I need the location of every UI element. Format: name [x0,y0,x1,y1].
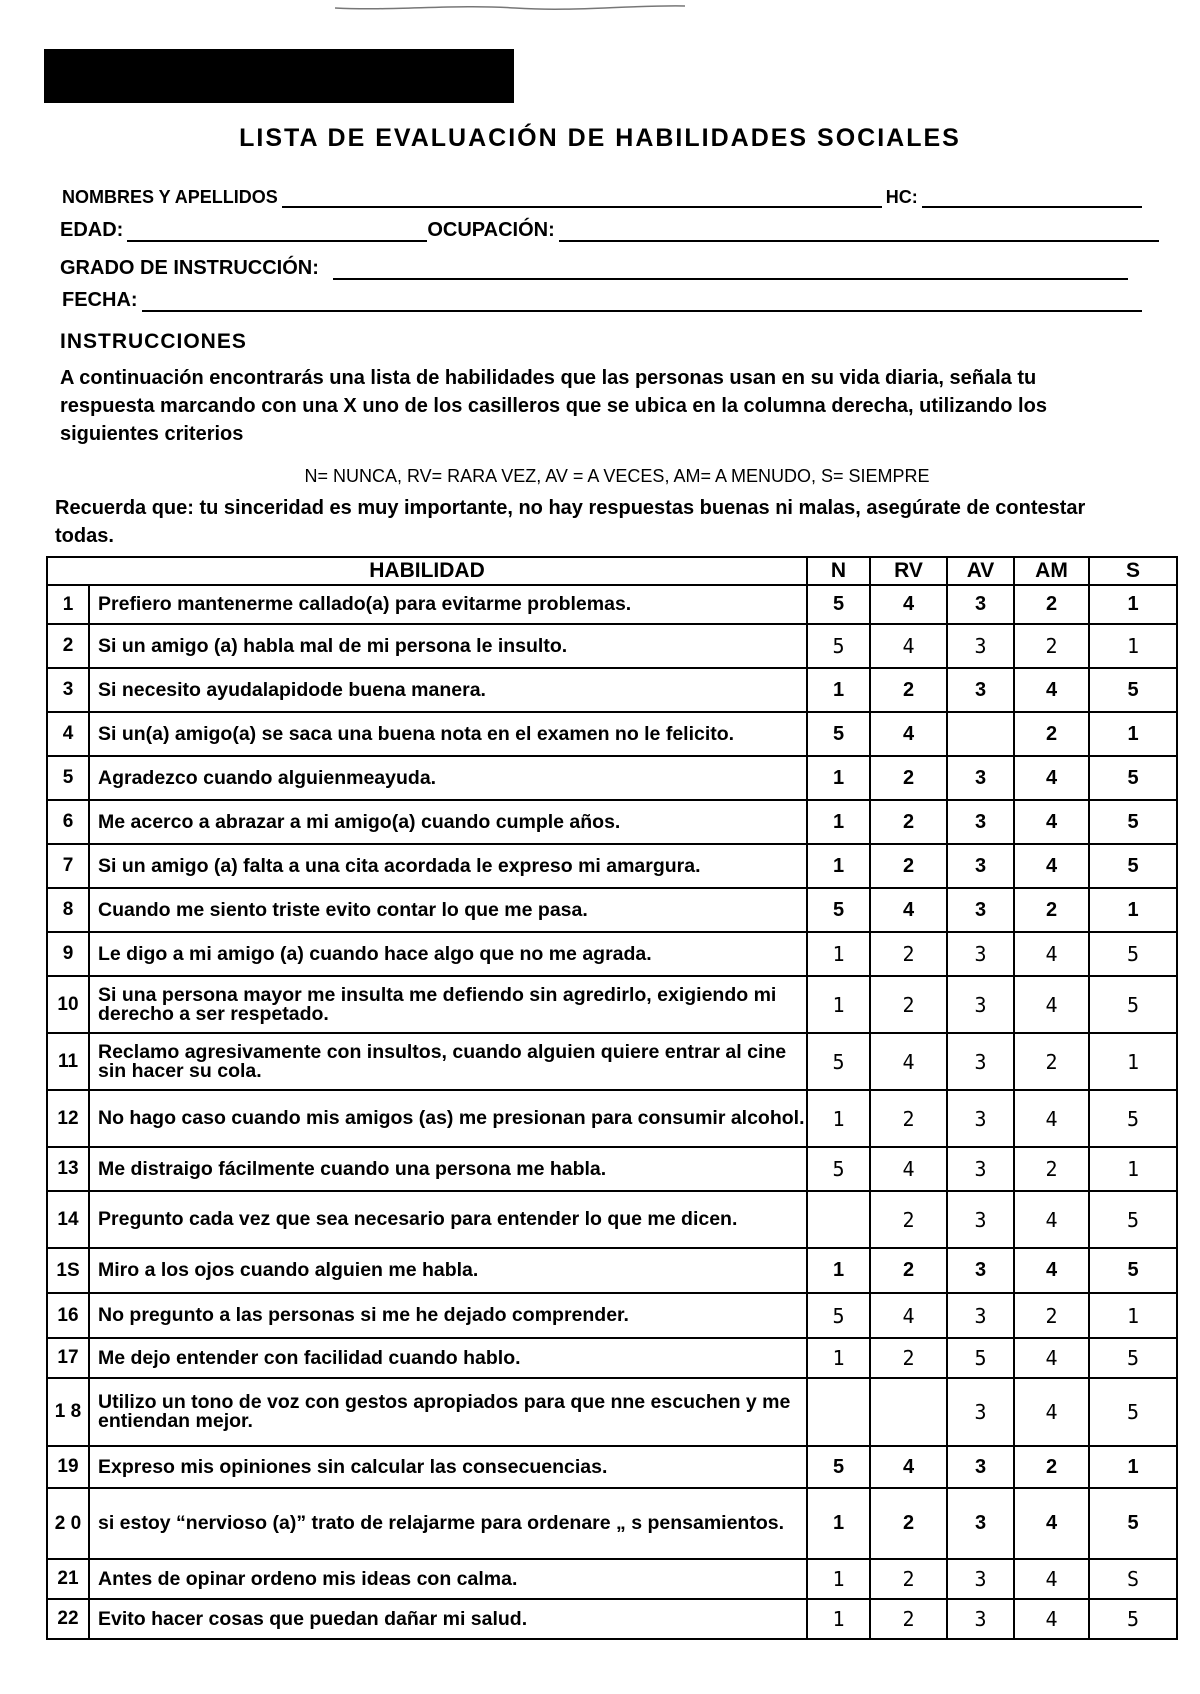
header-s: S [1089,557,1177,585]
score-cell[interactable]: 3 [947,1147,1014,1191]
score-cell[interactable]: 5 [1089,844,1177,888]
table-row [47,1599,1177,1639]
score-cell[interactable]: 2 [870,1559,947,1599]
occupation-line[interactable] [559,218,1159,242]
table-row [47,1090,1177,1147]
table-row [47,1147,1177,1191]
score-cell[interactable]: 4 [870,1147,947,1191]
score-cell[interactable]: 3 [947,585,1014,624]
item-number: 21 [47,1559,89,1599]
score-cell[interactable] [807,1191,870,1248]
score-cell[interactable]: 4 [1014,1378,1089,1446]
score-cell[interactable]: 3 [947,932,1014,976]
item-text: Le digo a mi amigo (a) cuando hace algo que no me agrada. [89,932,807,976]
age-label: EDAD: [60,219,124,241]
skills-table [46,556,1178,1640]
score-cell[interactable]: 4 [1014,844,1089,888]
item-number: 22 [47,1599,89,1639]
item-text: Expreso mis opiniones sin calcular las consecuencias. [89,1446,807,1488]
score-cell[interactable]: 2 [870,1248,947,1293]
education-row [60,256,1128,280]
score-cell[interactable]: 1 [807,1090,870,1147]
score-cell[interactable]: 2 [1014,624,1089,668]
item-text: Reclamo agresivamente con insultos, cuando alguien quiere entrar al cine sin hacer su cola. [89,1033,807,1090]
item-number: 3 [47,668,89,712]
score-cell[interactable]: 1 [807,1248,870,1293]
occupation-label: OCUPACIÓN: [427,219,555,241]
item-number: 5 [47,756,89,800]
table-row [47,756,1177,800]
score-cell[interactable]: 2 [1014,585,1089,624]
score-cell[interactable]: 4 [870,624,947,668]
score-cell[interactable]: 5 [1089,932,1177,976]
table-row [47,1191,1177,1248]
item-text: Si un amigo (a) falta a una cita acordada le expreso mi amargura. [89,844,807,888]
table-row [47,844,1177,888]
score-cell[interactable]: 2 [870,1488,947,1559]
score-cell[interactable]: 3 [947,1599,1014,1639]
score-cell[interactable]: 3 [947,1446,1014,1488]
item-number: 16 [47,1293,89,1338]
score-cell[interactable]: 5 [807,1033,870,1090]
score-cell[interactable]: 1 [1089,888,1177,932]
score-cell[interactable]: 4 [1014,976,1089,1033]
score-cell[interactable]: 2 [870,800,947,844]
form-title: LISTA DE EVALUACIÓN DE HABILIDADES SOCIALES [239,124,961,152]
instructions-heading: INSTRUCCIONES [60,330,247,353]
score-cell[interactable]: 5 [1089,1378,1177,1446]
reminder-text: Recuerda que: tu sinceridad es muy importante, no hay respuestas buenas ni malas, asegúrate de contestar todas. [55,497,1086,547]
score-cell[interactable]: 2 [1014,888,1089,932]
score-cell[interactable]: 4 [1014,668,1089,712]
score-cell[interactable]: 2 [1014,1293,1089,1338]
age-line[interactable] [127,218,427,242]
score-cell[interactable]: 4 [1014,1191,1089,1248]
item-number: 6 [47,800,89,844]
score-cell[interactable]: 2 [870,976,947,1033]
score-cell[interactable]: 4 [870,1446,947,1488]
item-number: 13 [47,1147,89,1191]
score-cell[interactable]: 3 [947,668,1014,712]
item-text: Si una persona mayor me insulta me defiendo sin agredirlo, exigiendo mi derecho a ser respetado. [89,976,807,1033]
score-cell[interactable]: 4 [1014,800,1089,844]
score-cell[interactable]: 1 [1089,712,1177,756]
scale-legend: N= NUNCA, RV= RARA VEZ, AV = A VECES, AM= A MENUDO, S= SIEMPRE [304,466,930,486]
score-cell[interactable]: 3 [947,1559,1014,1599]
redaction-block [44,49,514,103]
score-cell[interactable]: 5 [1089,1488,1177,1559]
item-text: si estoy “nervioso (a)” trato de relajarme para ordenare „ s pensamientos. [89,1488,807,1559]
header-rv: RV [870,557,947,585]
score-cell[interactable]: 4 [870,1033,947,1090]
item-text: Prefiero mantenerme callado(a) para evitarme problemas. [89,585,807,624]
score-cell[interactable]: 3 [947,888,1014,932]
score-cell[interactable]: 3 [947,1090,1014,1147]
score-cell[interactable]: 2 [1014,1446,1089,1488]
score-cell[interactable]: 3 [947,624,1014,668]
score-cell[interactable]: 3 [947,1293,1014,1338]
score-cell[interactable]: 5 [1089,1191,1177,1248]
score-cell[interactable]: 4 [870,712,947,756]
item-text: Antes de opinar ordeno mis ideas con calma. [89,1559,807,1599]
score-cell[interactable]: 5 [1089,1090,1177,1147]
score-cell[interactable]: 4 [1014,756,1089,800]
score-cell[interactable]: 3 [947,844,1014,888]
score-cell[interactable]: 3 [947,800,1014,844]
item-number: 10 [47,976,89,1033]
date-line[interactable] [142,288,1142,312]
item-text: Agradezco cuando alguienmeayuda. [89,756,807,800]
name-field-row [62,184,1142,208]
score-cell[interactable]: 1 [807,1488,870,1559]
item-number: 17 [47,1338,89,1378]
item-number: 2 [47,624,89,668]
score-cell[interactable]: 3 [947,1248,1014,1293]
score-cell[interactable]: 1 [1089,585,1177,624]
table-row [47,1033,1177,1090]
score-cell[interactable] [807,1378,870,1446]
item-text: Me dejo entender con facilidad cuando hablo. [89,1338,807,1378]
instructions-text: A continuación encontrarás una lista de habilidades que las personas usan en su vida diaria, señala tu respuesta marcando con una X uno de los casilleros que se ubica en la columna derecha, utilizando los siguientes criterios [60,367,1047,445]
table-row [47,1378,1177,1446]
item-text: Si un(a) amigo(a) se saca una buena nota en el examen no le felicito. [89,712,807,756]
date-row [62,288,1142,312]
item-text: Si un amigo (a) habla mal de mi persona le insulto. [89,624,807,668]
score-cell[interactable]: 1 [807,756,870,800]
score-cell[interactable]: 2 [1014,1147,1089,1191]
score-cell[interactable]: 1 [807,668,870,712]
item-number: 8 [47,888,89,932]
score-cell[interactable]: S [1089,1559,1177,1599]
score-cell[interactable]: 2 [870,1090,947,1147]
item-number: 7 [47,844,89,888]
score-cell[interactable]: 4 [870,585,947,624]
scan-artifact-line [335,2,685,12]
score-cell[interactable]: 5 [947,1338,1014,1378]
score-cell[interactable]: 2 [870,756,947,800]
score-cell[interactable] [947,712,1014,756]
table-row [47,585,1177,624]
score-cell[interactable]: 5 [1089,1338,1177,1378]
score-cell[interactable]: 5 [807,712,870,756]
score-cell[interactable]: 1 [1089,1293,1177,1338]
table-row [47,712,1177,756]
hc-label: HC: [885,187,918,207]
score-cell[interactable]: 1 [807,1599,870,1639]
score-cell[interactable]: 5 [807,1147,870,1191]
score-cell[interactable]: 3 [947,1488,1014,1559]
table-row [47,668,1177,712]
table-header-row [47,557,1177,585]
header-am: AM [1014,557,1089,585]
score-cell[interactable]: 4 [1014,1559,1089,1599]
score-cell[interactable]: 4 [1014,1248,1089,1293]
item-number: 2 0 [47,1488,89,1559]
item-number: 11 [47,1033,89,1090]
header-av: AV [947,557,1014,585]
score-cell[interactable]: 4 [1014,1090,1089,1147]
item-text: Pregunto cada vez que sea necesario para entender lo que me dicen. [89,1191,807,1248]
score-cell[interactable]: 1 [1089,1147,1177,1191]
education-label: GRADO DE INSTRUCCIÓN: [60,257,319,279]
score-cell[interactable]: 4 [1014,1599,1089,1639]
score-cell[interactable]: 4 [870,1293,947,1338]
table-row [47,800,1177,844]
score-cell[interactable]: 1 [807,1338,870,1378]
item-text: No hago caso cuando mis amigos (as) me presionan para consumir alcohol. [89,1090,807,1147]
header-habilidad: HABILIDAD [47,557,807,585]
item-number: 14 [47,1191,89,1248]
score-cell[interactable]: 3 [947,756,1014,800]
item-number: 1 8 [47,1378,89,1446]
table-row [47,1488,1177,1559]
item-text: No pregunto a las personas si me he dejado comprender. [89,1293,807,1338]
score-cell[interactable]: 5 [1089,756,1177,800]
table-row [47,1338,1177,1378]
item-text: Cuando me siento triste evito contar lo que me pasa. [89,888,807,932]
item-text: Me acerco a abrazar a mi amigo(a) cuando cumple años. [89,800,807,844]
item-number: 1 [47,585,89,624]
table-row [47,624,1177,668]
score-cell[interactable]: 4 [870,888,947,932]
score-cell[interactable]: 5 [807,888,870,932]
score-cell[interactable]: 1 [807,932,870,976]
item-number: 12 [47,1090,89,1147]
score-cell[interactable]: 5 [807,1293,870,1338]
score-cell[interactable]: 5 [1089,668,1177,712]
score-cell[interactable]: 1 [807,1559,870,1599]
score-cell[interactable]: 4 [1014,932,1089,976]
item-number: 9 [47,932,89,976]
score-cell[interactable]: 1 [1089,1446,1177,1488]
score-cell[interactable]: 1 [1089,624,1177,668]
score-cell[interactable]: 3 [947,1033,1014,1090]
table-row [47,1248,1177,1293]
item-number: 4 [47,712,89,756]
table-row [47,932,1177,976]
item-text: Utilizo un tono de voz con gestos apropiados para que nne escuchen y me entiendan mejor. [89,1378,807,1446]
name-line[interactable] [282,184,882,208]
score-cell[interactable]: 1 [807,976,870,1033]
table-row [47,1293,1177,1338]
score-cell[interactable]: 2 [870,1191,947,1248]
score-cell[interactable]: 3 [947,1378,1014,1446]
name-label: NOMBRES Y APELLIDOS [62,187,278,207]
score-cell[interactable]: 5 [1089,976,1177,1033]
item-text: Si necesito ayudalapidode buena manera. [89,668,807,712]
item-text: Me distraigo fácilmente cuando una persona me habla. [89,1147,807,1191]
education-line[interactable] [333,256,1128,280]
item-text: Evito hacer cosas que puedan dañar mi salud. [89,1599,807,1639]
score-cell[interactable]: 2 [870,668,947,712]
score-cell[interactable]: 2 [870,1599,947,1639]
score-cell[interactable]: 5 [807,624,870,668]
score-cell[interactable]: 2 [1014,712,1089,756]
score-cell[interactable]: 5 [1089,800,1177,844]
table-row [47,1446,1177,1488]
score-cell[interactable]: 4 [1014,1488,1089,1559]
score-cell[interactable]: 5 [1089,1248,1177,1293]
hc-line[interactable] [922,184,1142,208]
score-cell[interactable]: 2 [1014,1033,1089,1090]
table-row [47,1559,1177,1599]
score-cell[interactable]: 1 [1089,1033,1177,1090]
header-n: N [807,557,870,585]
score-cell[interactable]: 2 [870,932,947,976]
item-text: Miro a los ojos cuando alguien me habla. [89,1248,807,1293]
table-row [47,888,1177,932]
score-cell[interactable]: 5 [1089,1599,1177,1639]
score-cell[interactable]: 4 [1014,1338,1089,1378]
score-cell[interactable]: 1 [807,844,870,888]
score-cell[interactable]: 2 [870,1338,947,1378]
score-cell[interactable] [870,1378,947,1446]
score-cell[interactable]: 5 [807,1446,870,1488]
item-number: 1S [47,1248,89,1293]
table-row [47,976,1177,1033]
score-cell[interactable]: 1 [807,800,870,844]
score-cell[interactable]: 2 [870,844,947,888]
date-label: FECHA: [62,289,138,311]
age-occupation-row [60,218,1159,242]
score-cell[interactable]: 3 [947,976,1014,1033]
score-cell[interactable]: 5 [807,585,870,624]
item-number: 19 [47,1446,89,1488]
score-cell[interactable]: 3 [947,1191,1014,1248]
